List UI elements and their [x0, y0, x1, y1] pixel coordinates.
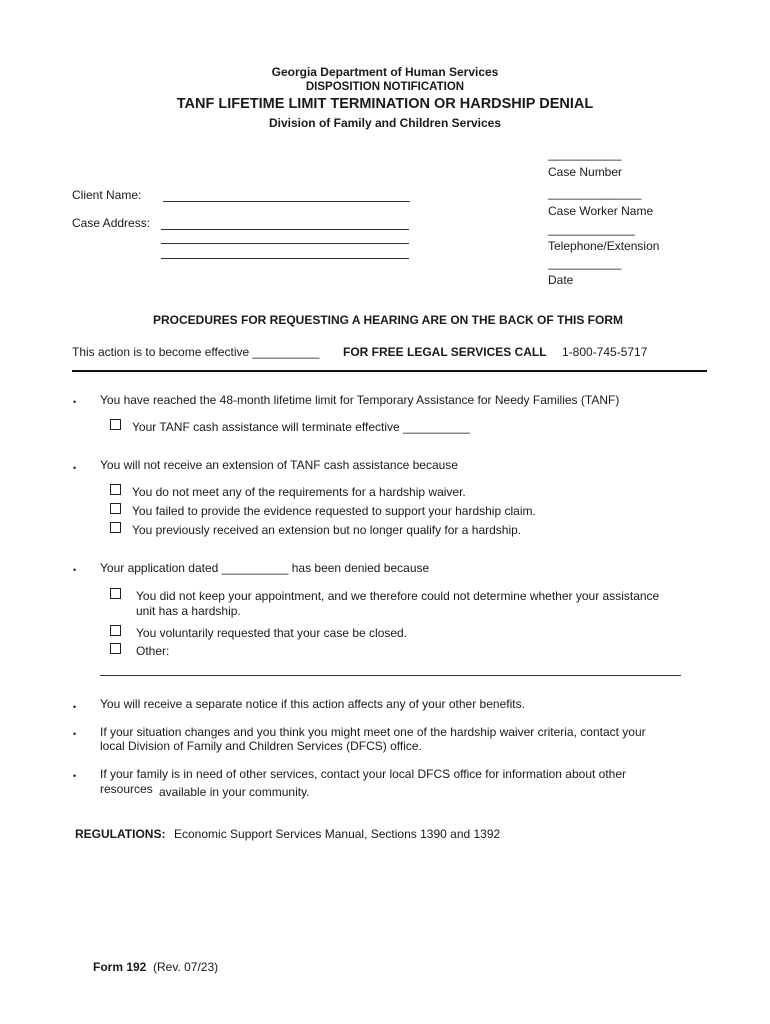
telephone-label: Telephone/Extension: [548, 239, 660, 253]
bullet-icon: •: [73, 565, 77, 575]
failed-evidence-label: You failed to provide the evidence requested to support your hardship claim.: [132, 504, 536, 518]
other-services-text-line2a: resources: [100, 782, 153, 796]
division-name: Division of Family and Children Services: [268, 116, 502, 130]
case-address-label: Case Address:: [72, 216, 151, 230]
telephone-blank[interactable]: _____________: [548, 222, 635, 236]
bullet-icon: •: [73, 729, 77, 739]
case-number-blank[interactable]: ___________: [548, 147, 622, 161]
client-name-label: Client Name:: [72, 188, 142, 202]
bullet-icon: •: [73, 771, 77, 781]
case-address-field-line1[interactable]: [161, 229, 409, 230]
no-requirements-checkbox[interactable]: [110, 484, 121, 495]
legal-services-label: FOR FREE LEGAL SERVICES CALL: [343, 345, 547, 359]
agency-name: Georgia Department of Human Services: [271, 65, 499, 79]
case-address-field-line3[interactable]: [161, 258, 409, 259]
bullet-icon: •: [73, 397, 77, 407]
other-services-text-line1: If your family is in need of other services, contact your local DFCS office for information about other: [100, 767, 627, 781]
terminate-option-label: Your TANF cash assistance will terminate effective __________: [132, 420, 470, 434]
other-services-text-line2b: available in your community.: [159, 785, 310, 799]
voluntary-close-label: You voluntarily requested that your case be closed.: [136, 626, 408, 640]
hearing-procedures-notice: PROCEDURES FOR REQUESTING A HEARING ARE ON THE BACK OF THIS FORM: [152, 313, 623, 327]
section-divider: [72, 370, 707, 372]
form-revision: (Rev. 07/23): [153, 960, 219, 974]
application-denied-text: Your application dated __________ has been denied because: [100, 561, 430, 575]
other-reason-field[interactable]: [100, 675, 681, 676]
failed-evidence-checkbox[interactable]: [110, 503, 121, 514]
separate-notice-text: You will receive a separate notice if this action affects any of your other benefits.: [100, 697, 525, 711]
voluntary-close-checkbox[interactable]: [110, 625, 121, 636]
previous-extension-checkbox[interactable]: [110, 522, 121, 533]
other-label: Other:: [136, 644, 170, 658]
case-address-field-line2[interactable]: [161, 243, 409, 244]
previous-extension-label: You previously received an extension but no longer qualify for a hardship.: [132, 523, 522, 537]
client-name-field[interactable]: [163, 201, 410, 202]
extension-denied-text: You will not receive an extension of TANF cash assistance because: [100, 458, 458, 472]
case-worker-blank[interactable]: ______________: [548, 186, 642, 200]
case-number-label: Case Number: [548, 165, 623, 179]
missed-appointment-checkbox[interactable]: [110, 588, 121, 599]
bullet-icon: •: [73, 463, 77, 473]
missed-appointment-label-line2: unit has a hardship.: [136, 604, 241, 618]
terminate-checkbox[interactable]: [110, 419, 121, 430]
form-subtitle: DISPOSITION NOTIFICATION: [305, 81, 465, 93]
form-number: Form 192: [93, 960, 147, 974]
situation-change-text-line2: local Division of Family and Children Services (DFCS) office.: [100, 739, 422, 753]
situation-change-text-line1: If your situation changes and you think you might meet one of the hardship waiver criteria, contact your: [100, 725, 646, 739]
regulations-text: Economic Support Services Manual, Sections 1390 and 1392: [174, 827, 501, 841]
case-worker-label: Case Worker Name: [548, 204, 654, 218]
missed-appointment-label-line1: You did not keep your appointment, and we therefore could not determine whether your assistance: [136, 589, 660, 603]
bullet-icon: •: [73, 702, 77, 712]
effective-date-text: This action is to become effective __________: [72, 345, 320, 359]
other-checkbox[interactable]: [110, 643, 121, 654]
legal-services-phone: 1-800-745-5717: [562, 345, 648, 359]
date-label: Date: [548, 273, 574, 287]
no-requirements-label: You do not meet any of the requirements for a hardship waiver.: [132, 485, 466, 499]
regulations-label: REGULATIONS:: [75, 827, 166, 841]
date-blank[interactable]: ___________: [548, 256, 622, 270]
form-title: TANF LIFETIME LIMIT TERMINATION OR HARDSHIP DENIAL: [176, 96, 594, 112]
lifetime-limit-text: You have reached the 48-month lifetime limit for Temporary Assistance for Needy Families (TANF): [100, 393, 620, 407]
